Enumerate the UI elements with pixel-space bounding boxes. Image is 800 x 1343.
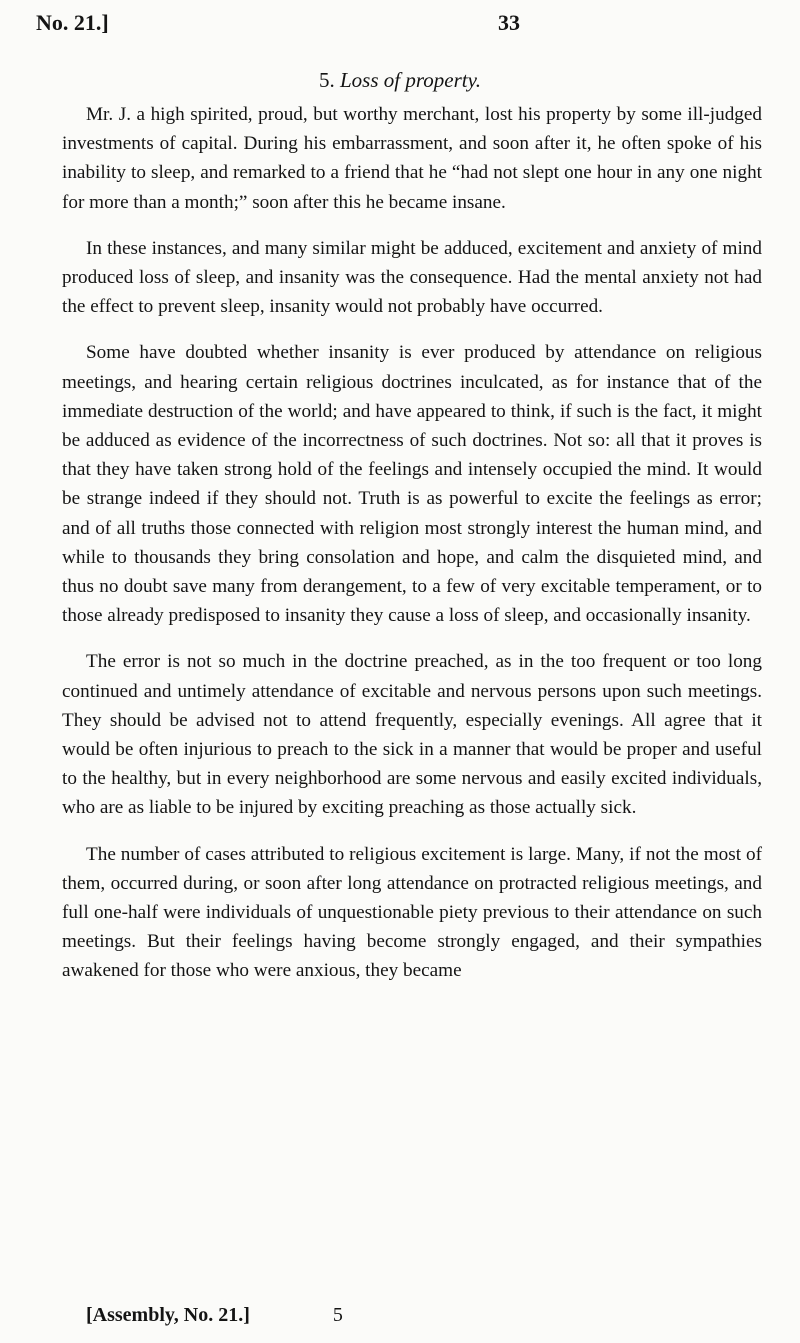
section-heading [0,68,800,93]
page-footer [86,1304,343,1327]
paragraph-2: In these instances, and many similar might be adduced, excitement and anxiety of mind produced loss of sleep, and insanity was the consequence. Had the mental anxiety not had the effect to prevent sleep, insanity would not probably have occurred. [62,237,762,318]
header-page-number: 33 [498,10,520,35]
paragraph-1: Mr. J. a high spirited, proud, but worthy merchant, lost his property by some ill-judged investments of capital. During his embarrassment, and soon after it, he often spoke of his inability to sleep, and remarked to a friend that he “had not slept one hour in any one night for more than a month;” soon after this he became insane. [62,104,762,213]
footer-signature-mark: 5 [332,1304,343,1326]
paragraph-5: The number of cases attributed to religious excitement is large. Many, if not the most of them, occurred during, or soon after long attendance on protracted religious meetings, and full one-half were individuals of unquestionable piety previous to their attendance on such meetings. But their feelings having become strongly engaged, and their sympathies awakened for those who were anxious, they became [62,843,762,982]
section-number: 5. [319,68,335,92]
paragraph-3: Some have doubted whether insanity is ever produced by attendance on religious meetings, and hearing certain religious doctrines inculcated, as for instance that of the immediate destruction of the world; and have appeared to think, if such is the fact, it might be adduced as evidence of the incorrectness of such doctrines. Not so: all that it proves is that they have taken strong hold of the feelings and intensely occupied the mind. It would be strange indeed if they should not. Truth is as powerful to excite the feelings as error; and of all truths those connected with religion most strongly interest the human mind, and while to thousands they bring consolation and hope, and calm the disquieted mind, and thus no doubt save many from derangement, to a few of very excitable temperament, or to those already predisposed to insanity they cause a loss of sleep, and occasionally insanity. [62,342,762,627]
header-document-number: No. 21.] [36,10,109,35]
footer-signature: [Assembly, No. 21.] [86,1304,250,1326]
section-title: Loss of property. [340,68,481,92]
running-header [36,10,760,40]
paragraph-4: The error is not so much in the doctrine preached, as in the too frequent or too long continued and untimely attendance of excitable and nervous persons upon such meetings. They should be advised not to attend frequently, especially evenings. All agree that it would be often injurious to preach to the sick in a manner that would be proper and useful to the healthy, but in every neighborhood are some nervous and easily excited individuals, who are as liable to be injured by exciting preaching as those actually sick. [62,651,762,819]
body-text [62,100,762,1003]
